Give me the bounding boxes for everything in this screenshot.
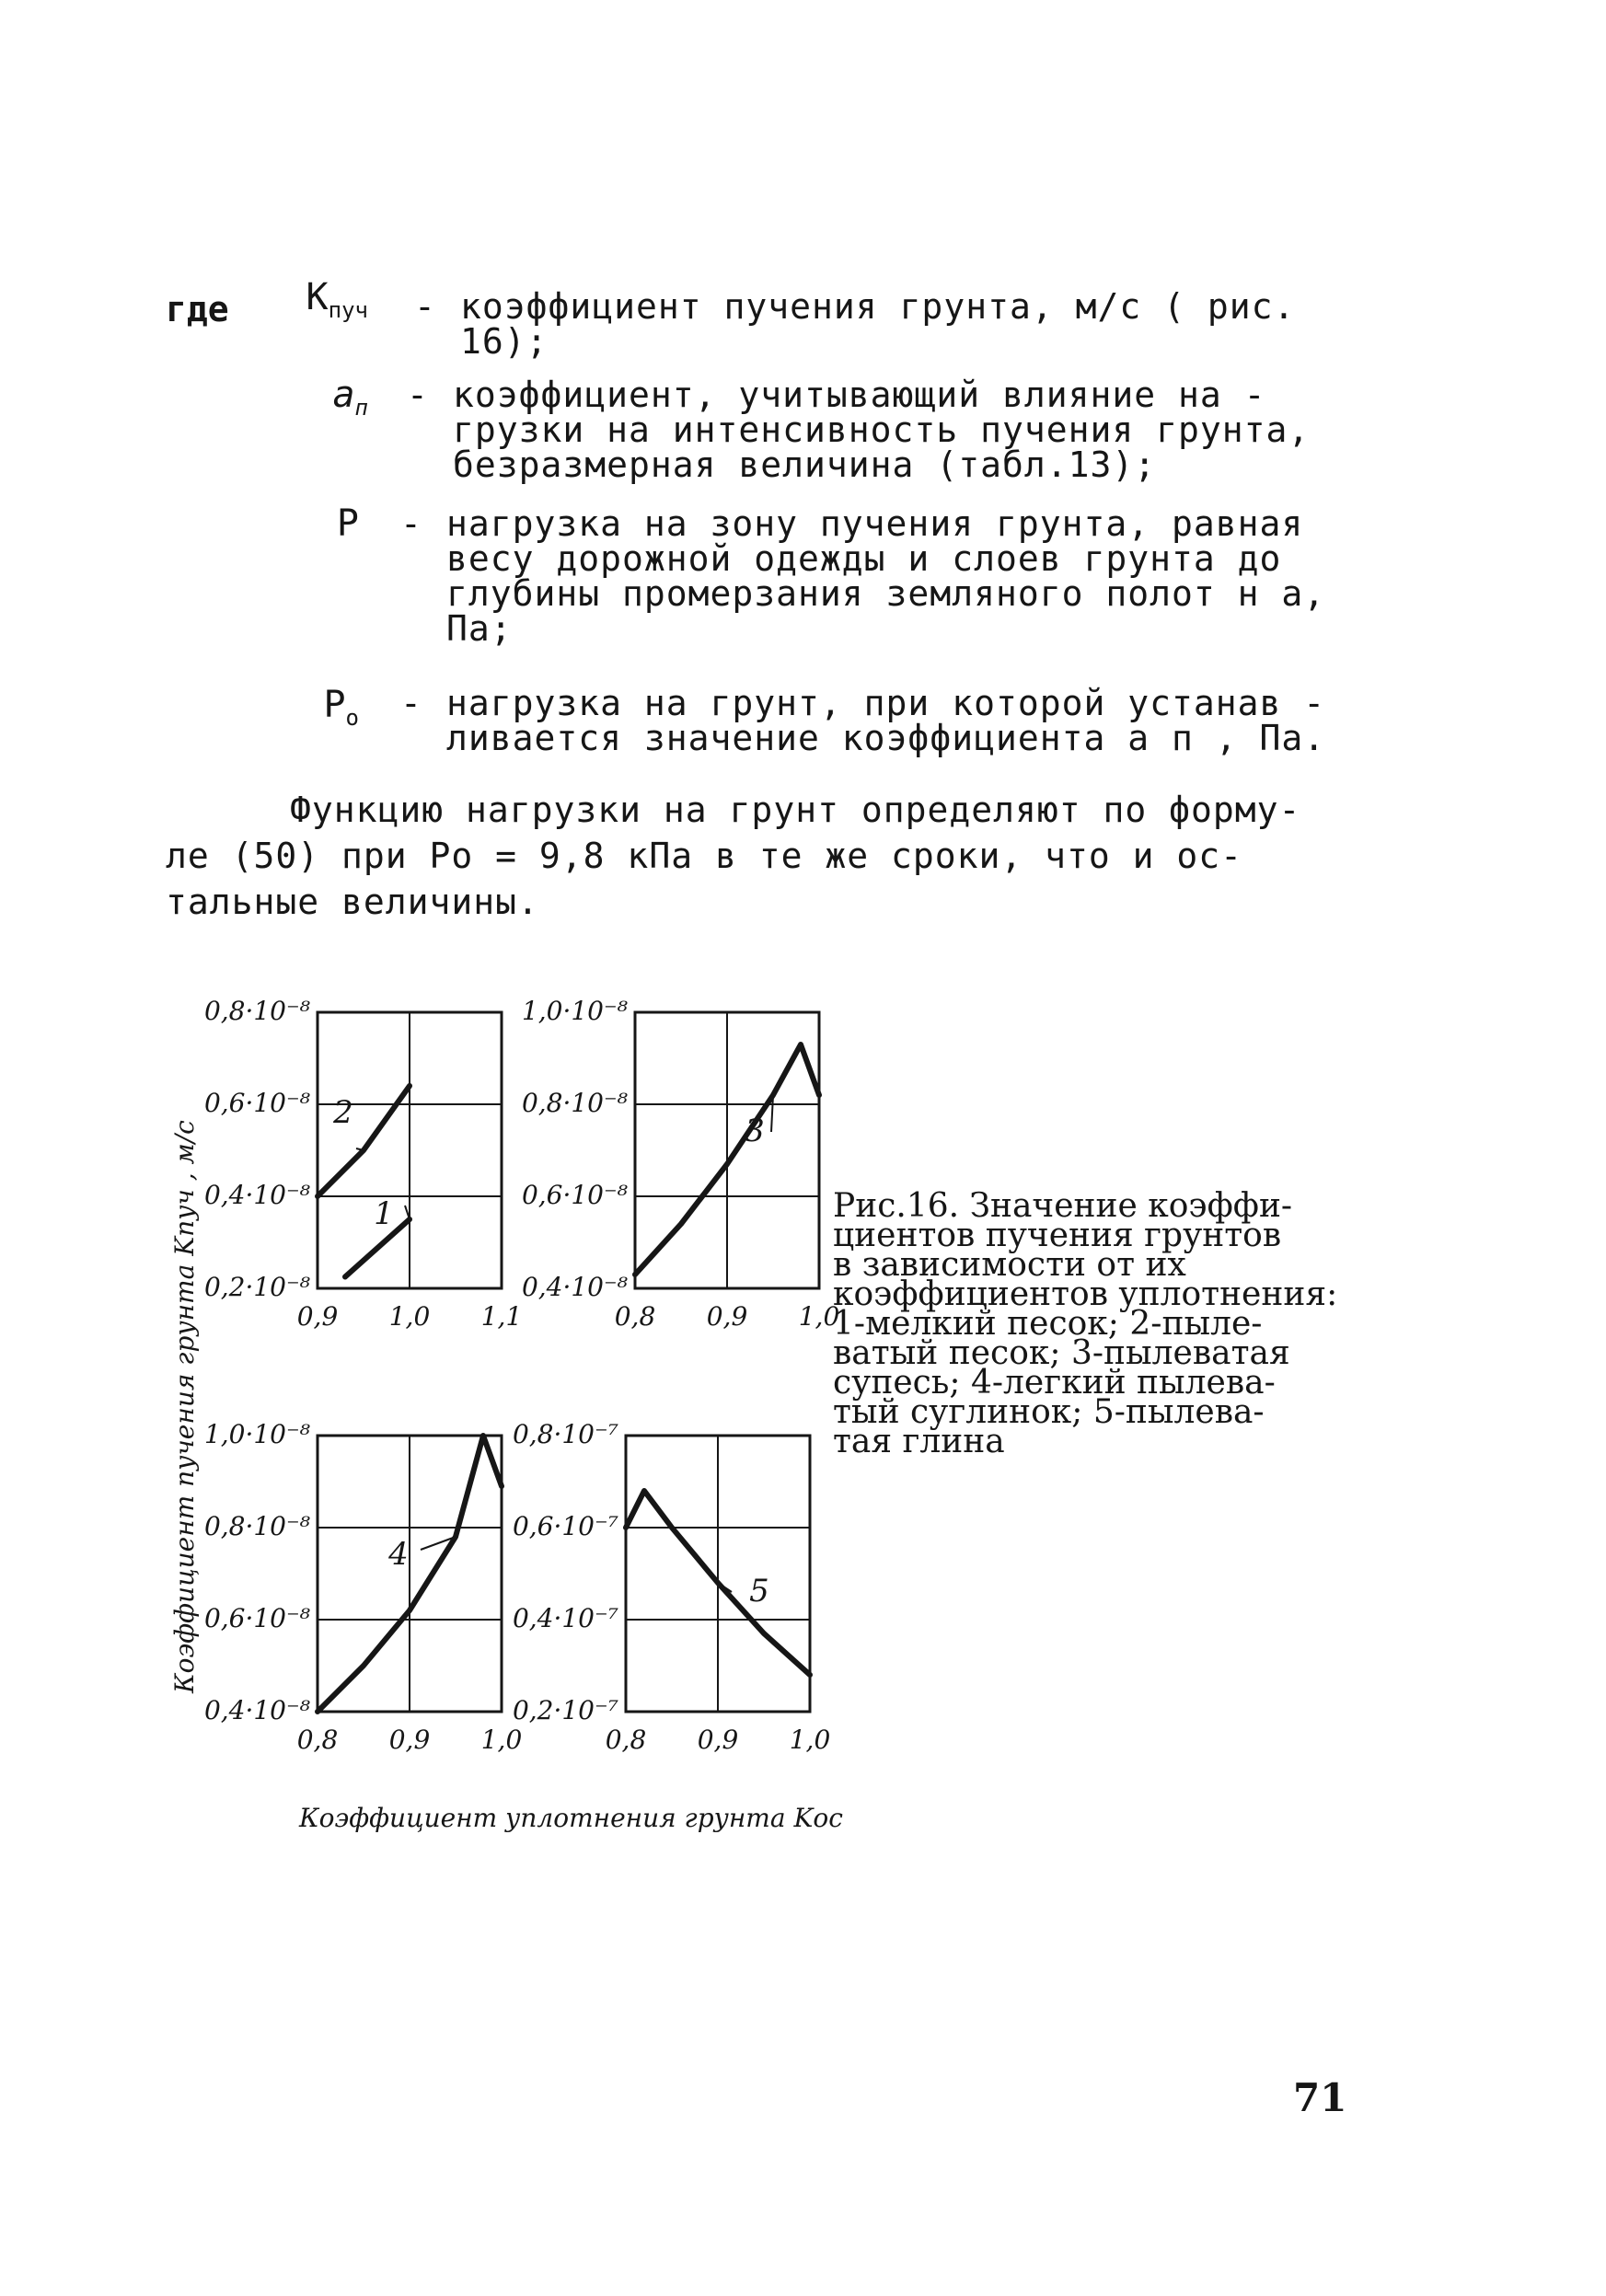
- definition-text: коэффициент, учитывающий влияние на - грузки на интенсивность пучения грунта, безразмерная величина (табл.13);: [453, 375, 1311, 485]
- y-tick-label: 1,0·10⁻⁸: [521, 996, 628, 1026]
- y-tick-label: 1,0·10⁻⁸: [203, 1419, 310, 1449]
- x-tick-label: 0,9: [388, 1725, 431, 1755]
- y-tick-label: 0,4·10⁻⁸: [203, 1180, 310, 1210]
- definition-dash: -: [400, 683, 422, 723]
- chart-panel: [522, 996, 839, 1332]
- y-tick-label: 0,8·10⁻⁸: [521, 1088, 628, 1118]
- x-tick-label: 1,0: [798, 1301, 840, 1332]
- series-label: 5: [749, 1573, 769, 1610]
- x-tick-label: 0,8: [296, 1725, 339, 1755]
- x-tick-label: 0,8: [614, 1301, 656, 1332]
- y-tick-label: 0,6·10⁻⁸: [521, 1180, 628, 1210]
- definition-symbol: $P_о$: [323, 684, 359, 731]
- y-tick-label: 0,6·10⁻⁸: [203, 1603, 310, 1633]
- where-word: где: [166, 289, 229, 329]
- series-line: [318, 1086, 410, 1196]
- x-tick-label: 1,0: [789, 1725, 831, 1755]
- y-tick-label: 0,2·10⁻⁷: [512, 1695, 618, 1725]
- chart-panel: [204, 1419, 522, 1755]
- y-tick-label: 0,6·10⁻⁷: [512, 1511, 618, 1541]
- y-axis-title: Коэффициент пучения грунта Kпуч , м/с: [169, 1120, 200, 1693]
- definition-dash: -: [414, 286, 435, 327]
- x-tick-label: 1,1: [480, 1301, 523, 1332]
- chart-panel: [204, 996, 522, 1332]
- definition-text: коэффициент пучения грунта, м/с ( рис. 16);: [460, 286, 1296, 362]
- series-label: 4: [388, 1536, 409, 1573]
- y-tick-label: 0,4·10⁻⁷: [512, 1603, 618, 1633]
- definition-item: [166, 276, 1362, 362]
- body-paragraph: Функцию нагрузки на грунт определяют по форму- ле (50) при Pо = 9,8 кПа в те же сроки, что и ос- тальные величины.: [166, 790, 1301, 922]
- definition-item: [166, 502, 1362, 663]
- x-tick-label: 1,0: [388, 1301, 431, 1332]
- x-tick-label: 0,8: [605, 1725, 647, 1755]
- x-tick-label: 0,9: [296, 1301, 339, 1332]
- series-label: 2: [333, 1094, 353, 1131]
- x-axis-title: Коэффициент уплотнения грунта Kос: [299, 1803, 843, 1833]
- definition-symbol: $a_п$: [332, 374, 368, 421]
- x-tick-label: 0,9: [697, 1725, 739, 1755]
- definition-symbol: P: [336, 502, 359, 545]
- y-tick-label: 0,8·10⁻⁷: [512, 1419, 618, 1449]
- definition-item: [166, 683, 1362, 768]
- definition-dash: -: [407, 375, 428, 415]
- page-number: 71: [1293, 2075, 1347, 2120]
- definition-symbol: $К_{пуч}$: [306, 276, 368, 323]
- definition-text: нагрузка на грунт, при которой устанав - ливается значение коэффициента a п , Па.: [446, 683, 1326, 758]
- series-label: 3: [745, 1113, 765, 1149]
- y-tick-label: 0,2·10⁻⁸: [203, 1272, 310, 1302]
- y-tick-label: 0,6·10⁻⁸: [203, 1088, 310, 1118]
- y-tick-label: 0,4·10⁻⁸: [203, 1695, 310, 1725]
- chart-panel: [513, 1419, 830, 1755]
- definition-dash: -: [400, 503, 422, 544]
- definition-item: [166, 374, 1362, 488]
- definition-text: нагрузка на зону пучения грунта, равная весу дорожной одежды и слоев грунта до глубины промерзания земляного полот н а, Па;: [446, 503, 1326, 649]
- y-tick-label: 0,4·10⁻⁸: [521, 1272, 628, 1302]
- series-label: 1: [374, 1195, 394, 1232]
- figure-caption: Рис.16. Значение коэффи- циентов пучения грунтов в зависимости от их коэффициентов уплотнения: 1-мелкий песок; 2-пыле- ватый песок; 3-пылеватая супесь; 4-легкий пылева- тый суглинок; 5-пылева- тая глина: [833, 1187, 1338, 1460]
- y-tick-label: 0,8·10⁻⁸: [203, 996, 310, 1026]
- x-tick-label: 1,0: [480, 1725, 523, 1755]
- y-tick-label: 0,8·10⁻⁸: [203, 1511, 310, 1541]
- x-tick-label: 0,9: [706, 1301, 748, 1332]
